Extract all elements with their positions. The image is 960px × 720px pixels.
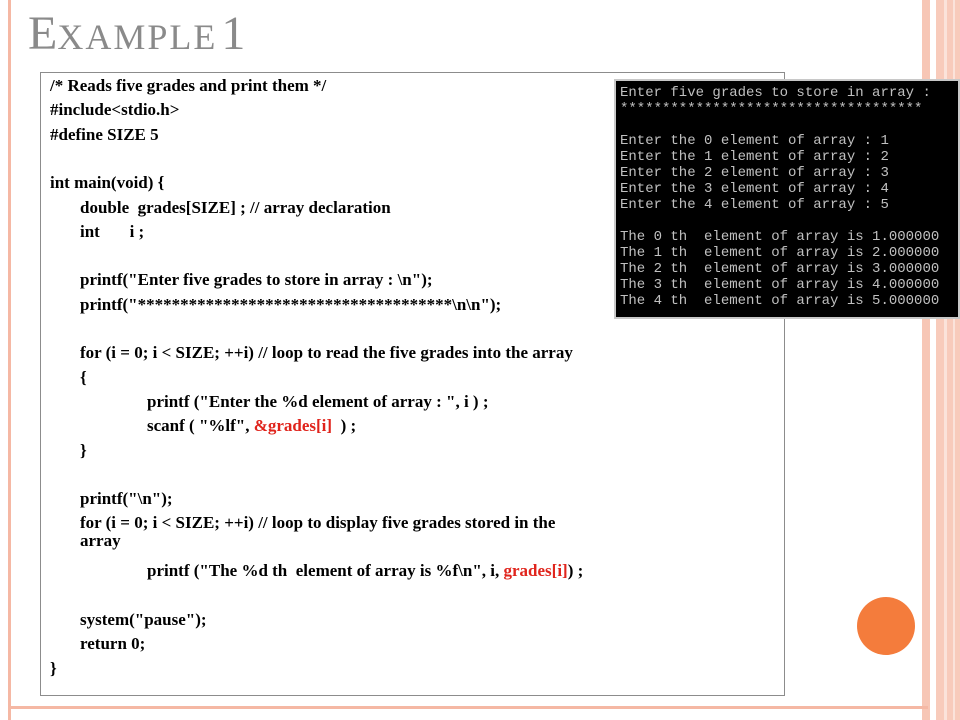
console-line: The 2 th element of array is 3.000000 (620, 261, 940, 277)
decorative-circle-icon (857, 597, 915, 655)
console-line: Enter five grades to store in array : (620, 85, 931, 101)
code-line: printf("*************************************\n\n"); (80, 295, 502, 314)
console-line: Enter the 2 element of array : 3 (620, 165, 889, 181)
code-line (147, 562, 583, 580)
code-text: scanf ( "%lf", (147, 416, 254, 435)
console-line: Enter the 3 element of array : 4 (620, 181, 889, 197)
code-line: int main(void) { (50, 173, 165, 192)
console-line: ************************************ (620, 101, 923, 117)
code-line: #define SIZE 5 (50, 125, 159, 144)
code-line: { (80, 368, 87, 387)
code-line: for (i = 0; i < SIZE; ++i) // loop to display five grades stored in the (80, 513, 556, 532)
console-line: Enter the 1 element of array : 2 (620, 149, 889, 165)
highlighted-code: grades[i] (503, 561, 568, 580)
code-text: ) ; (567, 561, 584, 580)
code-line: double grades[SIZE] ; // array declaration (80, 198, 391, 217)
console-line: Enter the 0 element of array : 1 (620, 133, 889, 149)
console-line: The 0 th element of array is 1.000000 (620, 229, 940, 245)
slide-bottom-border (8, 706, 928, 709)
code-line: system("pause"); (80, 610, 207, 629)
code-line: printf ("Enter the %d element of array : ", i ) ; (147, 392, 489, 411)
slide-title (28, 7, 246, 60)
code-line: printf("Enter five grades to store in array : \n"); (80, 270, 433, 289)
code-line: for (i = 0; i < SIZE; ++i) // loop to read the five grades into the array (80, 343, 573, 362)
console-line: The 4 th element of array is 5.000000 (620, 293, 940, 309)
code-line: return 0; (80, 634, 146, 653)
title-number: 1 (221, 7, 246, 60)
code-line: #include<stdio.h> (50, 100, 180, 119)
code-line: } (50, 659, 57, 678)
title-word: XAMPLE (57, 17, 218, 57)
code-line (147, 417, 356, 435)
code-line: } (80, 441, 87, 460)
code-line: printf("\n"); (80, 489, 173, 508)
console-line: The 3 th element of array is 4.000000 (620, 277, 940, 293)
console-output-screenshot (614, 79, 960, 319)
title-initial: E (28, 7, 58, 60)
console-line: The 1 th element of array is 2.000000 (620, 245, 940, 261)
code-text: ) ; (332, 416, 357, 435)
code-line: /* Reads five grades and print them */ (50, 76, 327, 95)
code-line: array (80, 531, 121, 550)
slide-left-border (8, 0, 11, 720)
highlighted-code: &grades[i] (253, 416, 333, 435)
code-line: int i ; (80, 222, 145, 241)
console-line: Enter the 4 element of array : 5 (620, 197, 889, 213)
code-text: printf ("The %d th element of array is %f\n", i, (147, 561, 504, 580)
slide-title-container (28, 7, 246, 70)
